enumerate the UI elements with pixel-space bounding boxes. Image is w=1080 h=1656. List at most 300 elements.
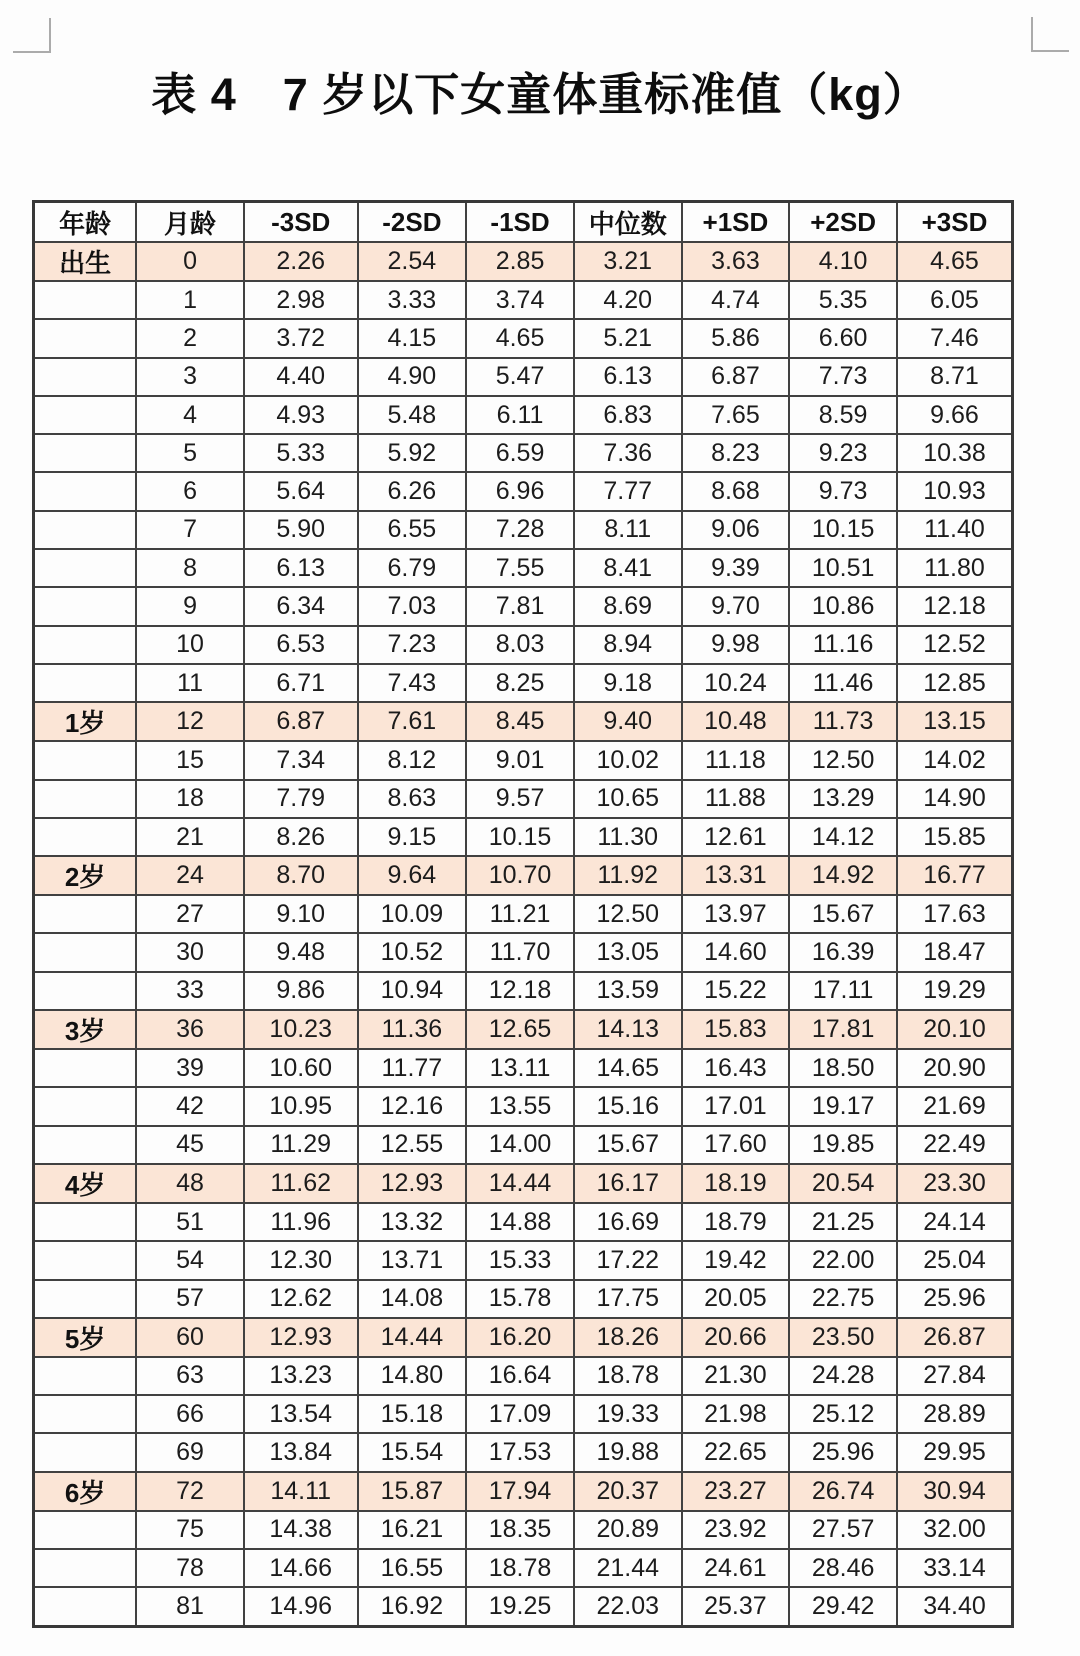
table-row bbox=[34, 933, 1013, 971]
column-header: 年龄 bbox=[34, 202, 137, 243]
value-cell: 4.93 bbox=[244, 396, 358, 434]
month-cell: 0 bbox=[136, 242, 244, 281]
value-cell: 17.63 bbox=[897, 895, 1013, 933]
month-cell: 78 bbox=[136, 1549, 244, 1587]
table-row bbox=[34, 1164, 1013, 1203]
value-cell: 2.54 bbox=[358, 242, 467, 281]
value-cell: 5.35 bbox=[789, 281, 897, 319]
value-cell: 26.87 bbox=[897, 1318, 1013, 1357]
value-cell: 20.89 bbox=[574, 1511, 682, 1549]
value-cell: 10.24 bbox=[682, 664, 790, 702]
value-cell: 10.70 bbox=[466, 856, 574, 895]
value-cell: 9.70 bbox=[682, 587, 790, 625]
value-cell: 11.21 bbox=[466, 895, 574, 933]
value-cell: 12.61 bbox=[682, 818, 790, 856]
age-cell bbox=[34, 587, 137, 625]
value-cell: 8.71 bbox=[897, 358, 1013, 396]
value-cell: 13.84 bbox=[244, 1433, 358, 1471]
value-cell: 12.93 bbox=[358, 1164, 467, 1203]
value-cell: 19.88 bbox=[574, 1433, 682, 1471]
value-cell: 14.11 bbox=[244, 1472, 358, 1511]
value-cell: 14.96 bbox=[244, 1587, 358, 1626]
weight-standard-table bbox=[32, 200, 1014, 1628]
age-cell bbox=[34, 1511, 137, 1549]
value-cell: 14.00 bbox=[466, 1126, 574, 1164]
value-cell: 15.54 bbox=[358, 1433, 467, 1471]
value-cell: 27.84 bbox=[897, 1357, 1013, 1395]
value-cell: 8.59 bbox=[789, 396, 897, 434]
month-cell: 3 bbox=[136, 358, 244, 396]
value-cell: 2.85 bbox=[466, 242, 574, 281]
value-cell: 11.73 bbox=[789, 702, 897, 741]
table-row bbox=[34, 1241, 1013, 1279]
value-cell: 7.65 bbox=[682, 396, 790, 434]
value-cell: 14.44 bbox=[466, 1164, 574, 1203]
value-cell: 18.50 bbox=[789, 1049, 897, 1087]
age-cell bbox=[34, 1203, 137, 1241]
age-cell: 出生 bbox=[34, 242, 137, 281]
table-row bbox=[34, 587, 1013, 625]
age-cell bbox=[34, 895, 137, 933]
page-title: 表 4 7 岁以下女童体重标准值（kg） bbox=[151, 69, 929, 120]
month-cell: 10 bbox=[136, 626, 244, 664]
value-cell: 15.87 bbox=[358, 1472, 467, 1511]
value-cell: 2.98 bbox=[244, 281, 358, 319]
value-cell: 7.79 bbox=[244, 780, 358, 818]
value-cell: 19.85 bbox=[789, 1126, 897, 1164]
value-cell: 14.80 bbox=[358, 1357, 467, 1395]
age-cell bbox=[34, 319, 137, 357]
table-row bbox=[34, 511, 1013, 549]
value-cell: 6.96 bbox=[466, 472, 574, 510]
value-cell: 7.03 bbox=[358, 587, 467, 625]
column-header: -2SD bbox=[358, 202, 467, 243]
value-cell: 5.92 bbox=[358, 434, 467, 472]
value-cell: 10.60 bbox=[244, 1049, 358, 1087]
table-row bbox=[34, 434, 1013, 472]
age-cell bbox=[34, 1087, 137, 1125]
table-row bbox=[34, 1049, 1013, 1087]
value-cell: 21.44 bbox=[574, 1549, 682, 1587]
corner-mark-right-icon bbox=[1031, 17, 1069, 52]
value-cell: 11.18 bbox=[682, 741, 790, 779]
value-cell: 12.50 bbox=[789, 741, 897, 779]
table-row bbox=[34, 1126, 1013, 1164]
age-cell: 4岁 bbox=[34, 1164, 137, 1203]
value-cell: 4.40 bbox=[244, 358, 358, 396]
value-cell: 25.96 bbox=[897, 1280, 1013, 1318]
value-cell: 3.33 bbox=[358, 281, 467, 319]
value-cell: 18.19 bbox=[682, 1164, 790, 1203]
value-cell: 10.48 bbox=[682, 702, 790, 741]
value-cell: 19.17 bbox=[789, 1087, 897, 1125]
value-cell: 19.29 bbox=[897, 972, 1013, 1010]
value-cell: 8.69 bbox=[574, 587, 682, 625]
value-cell: 12.18 bbox=[897, 587, 1013, 625]
age-cell bbox=[34, 1549, 137, 1587]
age-cell bbox=[34, 972, 137, 1010]
age-cell bbox=[34, 626, 137, 664]
value-cell: 4.10 bbox=[789, 242, 897, 281]
month-cell: 11 bbox=[136, 664, 244, 702]
value-cell: 19.25 bbox=[466, 1587, 574, 1626]
header-row bbox=[34, 202, 1013, 243]
value-cell: 11.16 bbox=[789, 626, 897, 664]
value-cell: 9.06 bbox=[682, 511, 790, 549]
value-cell: 20.05 bbox=[682, 1280, 790, 1318]
value-cell: 16.39 bbox=[789, 933, 897, 971]
value-cell: 17.53 bbox=[466, 1433, 574, 1471]
value-cell: 11.88 bbox=[682, 780, 790, 818]
value-cell: 15.22 bbox=[682, 972, 790, 1010]
value-cell: 16.20 bbox=[466, 1318, 574, 1357]
value-cell: 20.66 bbox=[682, 1318, 790, 1357]
age-cell: 2岁 bbox=[34, 856, 137, 895]
value-cell: 6.59 bbox=[466, 434, 574, 472]
month-cell: 8 bbox=[136, 549, 244, 587]
value-cell: 4.65 bbox=[466, 319, 574, 357]
table-row bbox=[34, 1357, 1013, 1395]
value-cell: 10.38 bbox=[897, 434, 1013, 472]
value-cell: 9.98 bbox=[682, 626, 790, 664]
age-cell bbox=[34, 780, 137, 818]
age-cell bbox=[34, 1433, 137, 1471]
value-cell: 4.90 bbox=[358, 358, 467, 396]
value-cell: 13.71 bbox=[358, 1241, 467, 1279]
value-cell: 20.10 bbox=[897, 1010, 1013, 1049]
value-cell: 15.67 bbox=[574, 1126, 682, 1164]
table-row bbox=[34, 1433, 1013, 1471]
value-cell: 26.74 bbox=[789, 1472, 897, 1511]
value-cell: 7.43 bbox=[358, 664, 467, 702]
value-cell: 12.16 bbox=[358, 1087, 467, 1125]
value-cell: 29.42 bbox=[789, 1587, 897, 1626]
value-cell: 10.93 bbox=[897, 472, 1013, 510]
value-cell: 21.98 bbox=[682, 1395, 790, 1433]
value-cell: 11.77 bbox=[358, 1049, 467, 1087]
value-cell: 16.17 bbox=[574, 1164, 682, 1203]
value-cell: 14.60 bbox=[682, 933, 790, 971]
age-cell: 3岁 bbox=[34, 1010, 137, 1049]
age-cell bbox=[34, 549, 137, 587]
value-cell: 16.92 bbox=[358, 1587, 467, 1626]
value-cell: 14.90 bbox=[897, 780, 1013, 818]
age-cell bbox=[34, 1280, 137, 1318]
value-cell: 14.88 bbox=[466, 1203, 574, 1241]
table-row bbox=[34, 856, 1013, 895]
value-cell: 21.69 bbox=[897, 1087, 1013, 1125]
value-cell: 12.18 bbox=[466, 972, 574, 1010]
table-row bbox=[34, 1203, 1013, 1241]
value-cell: 11.96 bbox=[244, 1203, 358, 1241]
value-cell: 13.11 bbox=[466, 1049, 574, 1087]
value-cell: 8.41 bbox=[574, 549, 682, 587]
value-cell: 6.71 bbox=[244, 664, 358, 702]
value-cell: 16.55 bbox=[358, 1549, 467, 1587]
value-cell: 11.30 bbox=[574, 818, 682, 856]
month-cell: 45 bbox=[136, 1126, 244, 1164]
value-cell: 17.75 bbox=[574, 1280, 682, 1318]
column-header: +2SD bbox=[789, 202, 897, 243]
value-cell: 6.55 bbox=[358, 511, 467, 549]
value-cell: 6.87 bbox=[682, 358, 790, 396]
value-cell: 17.94 bbox=[466, 1472, 574, 1511]
value-cell: 17.81 bbox=[789, 1010, 897, 1049]
value-cell: 6.79 bbox=[358, 549, 467, 587]
value-cell: 27.57 bbox=[789, 1511, 897, 1549]
month-cell: 21 bbox=[136, 818, 244, 856]
value-cell: 11.62 bbox=[244, 1164, 358, 1203]
table-row bbox=[34, 972, 1013, 1010]
month-cell: 30 bbox=[136, 933, 244, 971]
age-cell bbox=[34, 933, 137, 971]
value-cell: 8.70 bbox=[244, 856, 358, 895]
value-cell: 5.86 bbox=[682, 319, 790, 357]
value-cell: 9.01 bbox=[466, 741, 574, 779]
value-cell: 4.65 bbox=[897, 242, 1013, 281]
age-cell bbox=[34, 1357, 137, 1395]
value-cell: 25.37 bbox=[682, 1587, 790, 1626]
value-cell: 10.86 bbox=[789, 587, 897, 625]
value-cell: 17.09 bbox=[466, 1395, 574, 1433]
value-cell: 8.26 bbox=[244, 818, 358, 856]
value-cell: 23.50 bbox=[789, 1318, 897, 1357]
value-cell: 11.80 bbox=[897, 549, 1013, 587]
value-cell: 14.08 bbox=[358, 1280, 467, 1318]
value-cell: 9.48 bbox=[244, 933, 358, 971]
value-cell: 21.30 bbox=[682, 1357, 790, 1395]
age-cell bbox=[34, 1395, 137, 1433]
table-row bbox=[34, 780, 1013, 818]
table-row bbox=[34, 1318, 1013, 1357]
value-cell: 23.30 bbox=[897, 1164, 1013, 1203]
value-cell: 13.31 bbox=[682, 856, 790, 895]
table-row bbox=[34, 895, 1013, 933]
month-cell: 54 bbox=[136, 1241, 244, 1279]
value-cell: 12.62 bbox=[244, 1280, 358, 1318]
value-cell: 15.85 bbox=[897, 818, 1013, 856]
value-cell: 25.04 bbox=[897, 1241, 1013, 1279]
value-cell: 8.45 bbox=[466, 702, 574, 741]
table-row bbox=[34, 741, 1013, 779]
value-cell: 15.18 bbox=[358, 1395, 467, 1433]
value-cell: 6.13 bbox=[574, 358, 682, 396]
age-cell bbox=[34, 1126, 137, 1164]
column-header: +3SD bbox=[897, 202, 1013, 243]
value-cell: 24.61 bbox=[682, 1549, 790, 1587]
value-cell: 6.26 bbox=[358, 472, 467, 510]
value-cell: 6.11 bbox=[466, 396, 574, 434]
month-cell: 9 bbox=[136, 587, 244, 625]
table-row bbox=[34, 319, 1013, 357]
value-cell: 12.65 bbox=[466, 1010, 574, 1049]
value-cell: 15.33 bbox=[466, 1241, 574, 1279]
table-row bbox=[34, 242, 1013, 281]
age-cell: 6岁 bbox=[34, 1472, 137, 1511]
value-cell: 8.23 bbox=[682, 434, 790, 472]
value-cell: 13.55 bbox=[466, 1087, 574, 1125]
value-cell: 20.37 bbox=[574, 1472, 682, 1511]
value-cell: 7.28 bbox=[466, 511, 574, 549]
value-cell: 25.96 bbox=[789, 1433, 897, 1471]
value-cell: 14.92 bbox=[789, 856, 897, 895]
value-cell: 5.48 bbox=[358, 396, 467, 434]
value-cell: 13.54 bbox=[244, 1395, 358, 1433]
value-cell: 10.51 bbox=[789, 549, 897, 587]
value-cell: 11.92 bbox=[574, 856, 682, 895]
value-cell: 14.12 bbox=[789, 818, 897, 856]
month-cell: 42 bbox=[136, 1087, 244, 1125]
value-cell: 13.59 bbox=[574, 972, 682, 1010]
value-cell: 34.40 bbox=[897, 1587, 1013, 1626]
value-cell: 7.36 bbox=[574, 434, 682, 472]
month-cell: 48 bbox=[136, 1164, 244, 1203]
value-cell: 11.36 bbox=[358, 1010, 467, 1049]
value-cell: 17.11 bbox=[789, 972, 897, 1010]
value-cell: 4.20 bbox=[574, 281, 682, 319]
value-cell: 16.64 bbox=[466, 1357, 574, 1395]
table-row bbox=[34, 472, 1013, 510]
value-cell: 9.18 bbox=[574, 664, 682, 702]
age-cell: 5岁 bbox=[34, 1318, 137, 1357]
value-cell: 8.68 bbox=[682, 472, 790, 510]
value-cell: 12.30 bbox=[244, 1241, 358, 1279]
value-cell: 10.94 bbox=[358, 972, 467, 1010]
value-cell: 5.33 bbox=[244, 434, 358, 472]
month-cell: 57 bbox=[136, 1280, 244, 1318]
value-cell: 13.32 bbox=[358, 1203, 467, 1241]
value-cell: 10.95 bbox=[244, 1087, 358, 1125]
month-cell: 2 bbox=[136, 319, 244, 357]
value-cell: 14.38 bbox=[244, 1511, 358, 1549]
value-cell: 6.60 bbox=[789, 319, 897, 357]
age-cell bbox=[34, 664, 137, 702]
value-cell: 29.95 bbox=[897, 1433, 1013, 1471]
value-cell: 9.57 bbox=[466, 780, 574, 818]
value-cell: 28.46 bbox=[789, 1549, 897, 1587]
column-header: +1SD bbox=[682, 202, 790, 243]
value-cell: 15.67 bbox=[789, 895, 897, 933]
value-cell: 23.27 bbox=[682, 1472, 790, 1511]
table-row bbox=[34, 549, 1013, 587]
month-cell: 69 bbox=[136, 1433, 244, 1471]
value-cell: 32.00 bbox=[897, 1511, 1013, 1549]
month-cell: 12 bbox=[136, 702, 244, 741]
table-row bbox=[34, 1587, 1013, 1626]
value-cell: 16.77 bbox=[897, 856, 1013, 895]
age-cell bbox=[34, 434, 137, 472]
value-cell: 6.13 bbox=[244, 549, 358, 587]
value-cell: 14.44 bbox=[358, 1318, 467, 1357]
month-cell: 18 bbox=[136, 780, 244, 818]
value-cell: 3.72 bbox=[244, 319, 358, 357]
value-cell: 7.34 bbox=[244, 741, 358, 779]
value-cell: 13.15 bbox=[897, 702, 1013, 741]
value-cell: 5.47 bbox=[466, 358, 574, 396]
month-cell: 1 bbox=[136, 281, 244, 319]
value-cell: 13.05 bbox=[574, 933, 682, 971]
value-cell: 9.64 bbox=[358, 856, 467, 895]
month-cell: 15 bbox=[136, 741, 244, 779]
value-cell: 9.40 bbox=[574, 702, 682, 741]
month-cell: 75 bbox=[136, 1511, 244, 1549]
value-cell: 15.78 bbox=[466, 1280, 574, 1318]
month-cell: 24 bbox=[136, 856, 244, 895]
value-cell: 18.47 bbox=[897, 933, 1013, 971]
table-row bbox=[34, 396, 1013, 434]
value-cell: 23.92 bbox=[682, 1511, 790, 1549]
table-body bbox=[34, 242, 1013, 1626]
value-cell: 3.63 bbox=[682, 242, 790, 281]
value-cell: 17.22 bbox=[574, 1241, 682, 1279]
value-cell: 9.73 bbox=[789, 472, 897, 510]
month-cell: 27 bbox=[136, 895, 244, 933]
value-cell: 7.81 bbox=[466, 587, 574, 625]
month-cell: 5 bbox=[136, 434, 244, 472]
month-cell: 60 bbox=[136, 1318, 244, 1357]
value-cell: 12.50 bbox=[574, 895, 682, 933]
age-cell bbox=[34, 1049, 137, 1087]
age-cell bbox=[34, 741, 137, 779]
column-header: -1SD bbox=[466, 202, 574, 243]
value-cell: 4.74 bbox=[682, 281, 790, 319]
age-cell bbox=[34, 1587, 137, 1626]
month-cell: 36 bbox=[136, 1010, 244, 1049]
column-header: -3SD bbox=[244, 202, 358, 243]
value-cell: 15.16 bbox=[574, 1087, 682, 1125]
value-cell: 22.49 bbox=[897, 1126, 1013, 1164]
value-cell: 3.21 bbox=[574, 242, 682, 281]
value-cell: 30.94 bbox=[897, 1472, 1013, 1511]
value-cell: 8.25 bbox=[466, 664, 574, 702]
value-cell: 8.12 bbox=[358, 741, 467, 779]
age-cell bbox=[34, 511, 137, 549]
month-cell: 72 bbox=[136, 1472, 244, 1511]
value-cell: 10.65 bbox=[574, 780, 682, 818]
value-cell: 14.65 bbox=[574, 1049, 682, 1087]
value-cell: 9.86 bbox=[244, 972, 358, 1010]
value-cell: 9.15 bbox=[358, 818, 467, 856]
value-cell: 7.77 bbox=[574, 472, 682, 510]
table-row bbox=[34, 358, 1013, 396]
value-cell: 18.26 bbox=[574, 1318, 682, 1357]
value-cell: 8.63 bbox=[358, 780, 467, 818]
value-cell: 10.23 bbox=[244, 1010, 358, 1049]
column-header: 中位数 bbox=[574, 202, 682, 243]
value-cell: 20.54 bbox=[789, 1164, 897, 1203]
age-cell bbox=[34, 818, 137, 856]
value-cell: 10.15 bbox=[466, 818, 574, 856]
value-cell: 11.40 bbox=[897, 511, 1013, 549]
value-cell: 16.21 bbox=[358, 1511, 467, 1549]
value-cell: 18.35 bbox=[466, 1511, 574, 1549]
value-cell: 10.09 bbox=[358, 895, 467, 933]
value-cell: 24.14 bbox=[897, 1203, 1013, 1241]
value-cell: 5.21 bbox=[574, 319, 682, 357]
value-cell: 9.10 bbox=[244, 895, 358, 933]
table-row bbox=[34, 664, 1013, 702]
value-cell: 10.52 bbox=[358, 933, 467, 971]
value-cell: 13.97 bbox=[682, 895, 790, 933]
value-cell: 11.29 bbox=[244, 1126, 358, 1164]
table-row bbox=[34, 626, 1013, 664]
value-cell: 18.78 bbox=[466, 1549, 574, 1587]
value-cell: 22.65 bbox=[682, 1433, 790, 1471]
table-row bbox=[34, 281, 1013, 319]
table-row bbox=[34, 1010, 1013, 1049]
value-cell: 13.23 bbox=[244, 1357, 358, 1395]
value-cell: 11.46 bbox=[789, 664, 897, 702]
